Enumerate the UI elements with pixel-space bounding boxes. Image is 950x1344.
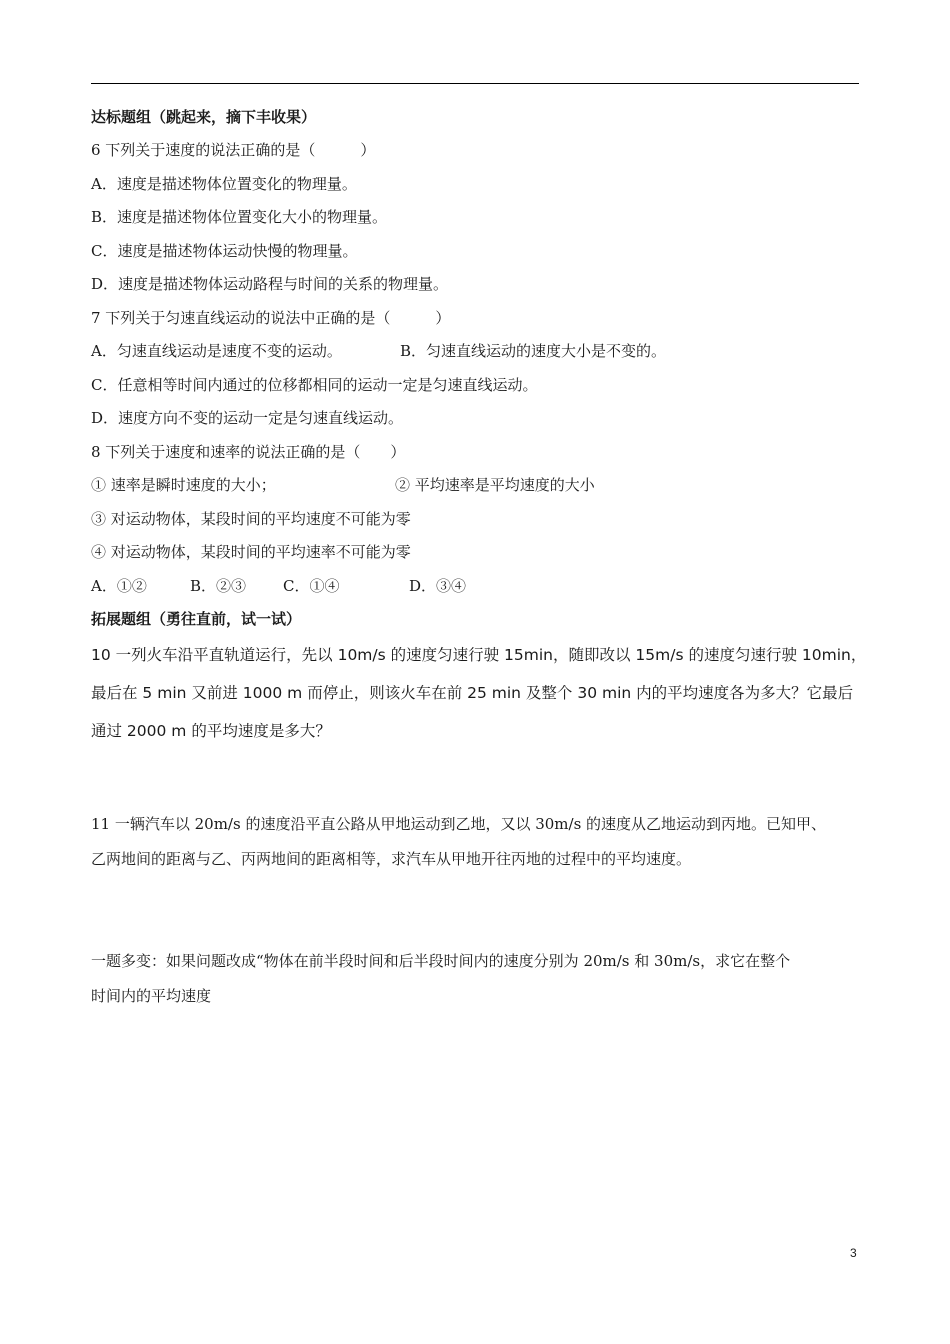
question-10-line-3: 通过 2000 m 的平均速度是多大？ <box>91 722 331 740</box>
question-7-option-d: D．速度方向不变的运动一定是匀速直线运动。 <box>91 409 404 427</box>
question-6-option-b: B．速度是描述物体位置变化大小的物理量。 <box>91 208 388 226</box>
section-heading-tuozhan: 拓展题组（勇往直前，试一试） <box>91 610 302 628</box>
variant-line-2: 时间内的平均速度 <box>91 987 212 1005</box>
question-8-statement-2: ② 平均速率是平均速度的大小 <box>395 476 595 494</box>
question-6-option-a: A．速度是描述物体位置变化的物理量。 <box>91 175 357 193</box>
question-8-statement-1: ① 速率是瞬时速度的大小； <box>91 476 276 494</box>
section-heading-dabiao: 达标题组（跳起来，摘下丰收果） <box>91 108 317 126</box>
header-rule <box>91 83 859 84</box>
question-7-option-a: A．匀速直线运动是速度不变的运动。 <box>91 342 342 360</box>
question-6-stem: 6 下列关于速度的说法正确的是（ ） <box>91 141 376 159</box>
question-8-statement-3: ③ 对运动物体，某段时间的平均速度不可能为零 <box>91 510 411 528</box>
question-10-line-2: 最后在 5 min 又前进 1000 m 而停止，则该火车在前 25 min 及整个 30 min 内的平均速度各为多大？它最后 <box>91 684 854 702</box>
question-7-option-c: C．任意相等时间内通过的位移都相同的运动一定是匀速直线运动。 <box>91 376 538 394</box>
page-number: 3 <box>850 1246 857 1260</box>
question-8-option-d: D．③④ <box>409 577 467 595</box>
question-8-stem: 8 下列关于速度和速率的说法正确的是（ ） <box>91 443 406 461</box>
question-6-option-c: C．速度是描述物体运动快慢的物理量。 <box>91 242 358 260</box>
question-6-option-d: D．速度是描述物体运动路程与时间的关系的物理量。 <box>91 275 449 293</box>
question-8-option-b: B．②③ <box>190 577 247 595</box>
question-8-option-a: A．①② <box>91 577 147 595</box>
question-7-stem: 7 下列关于匀速直线运动的说法中正确的是（ ） <box>91 309 451 327</box>
question-10-line-1: 10 一列火车沿平直轨道运行，先以 10m/s 的速度匀速行驶 15min，随即改以 15m/s 的速度匀速行驶 10min， <box>91 646 867 664</box>
question-11-line-1: 11 一辆汽车以 20m/s 的速度沿平直公路从甲地运动到乙地，又以 30m/s 的速度从乙地运动到丙地。已知甲、 <box>91 815 827 833</box>
question-8-option-c: C．①④ <box>283 577 340 595</box>
question-7-option-b: B．匀速直线运动的速度大小是不变的。 <box>400 342 667 360</box>
question-11-line-2: 乙两地间的距离与乙、丙两地间的距离相等，求汽车从甲地开往丙地的过程中的平均速度。 <box>91 850 692 868</box>
variant-line-1: 一题多变：如果问题改成“物体在前半段时间和后半段时间内的速度分别为 20m/s 和 30m/s，求它在整个 <box>91 952 791 970</box>
question-8-statement-4: ④ 对运动物体，某段时间的平均速率不可能为零 <box>91 543 411 561</box>
